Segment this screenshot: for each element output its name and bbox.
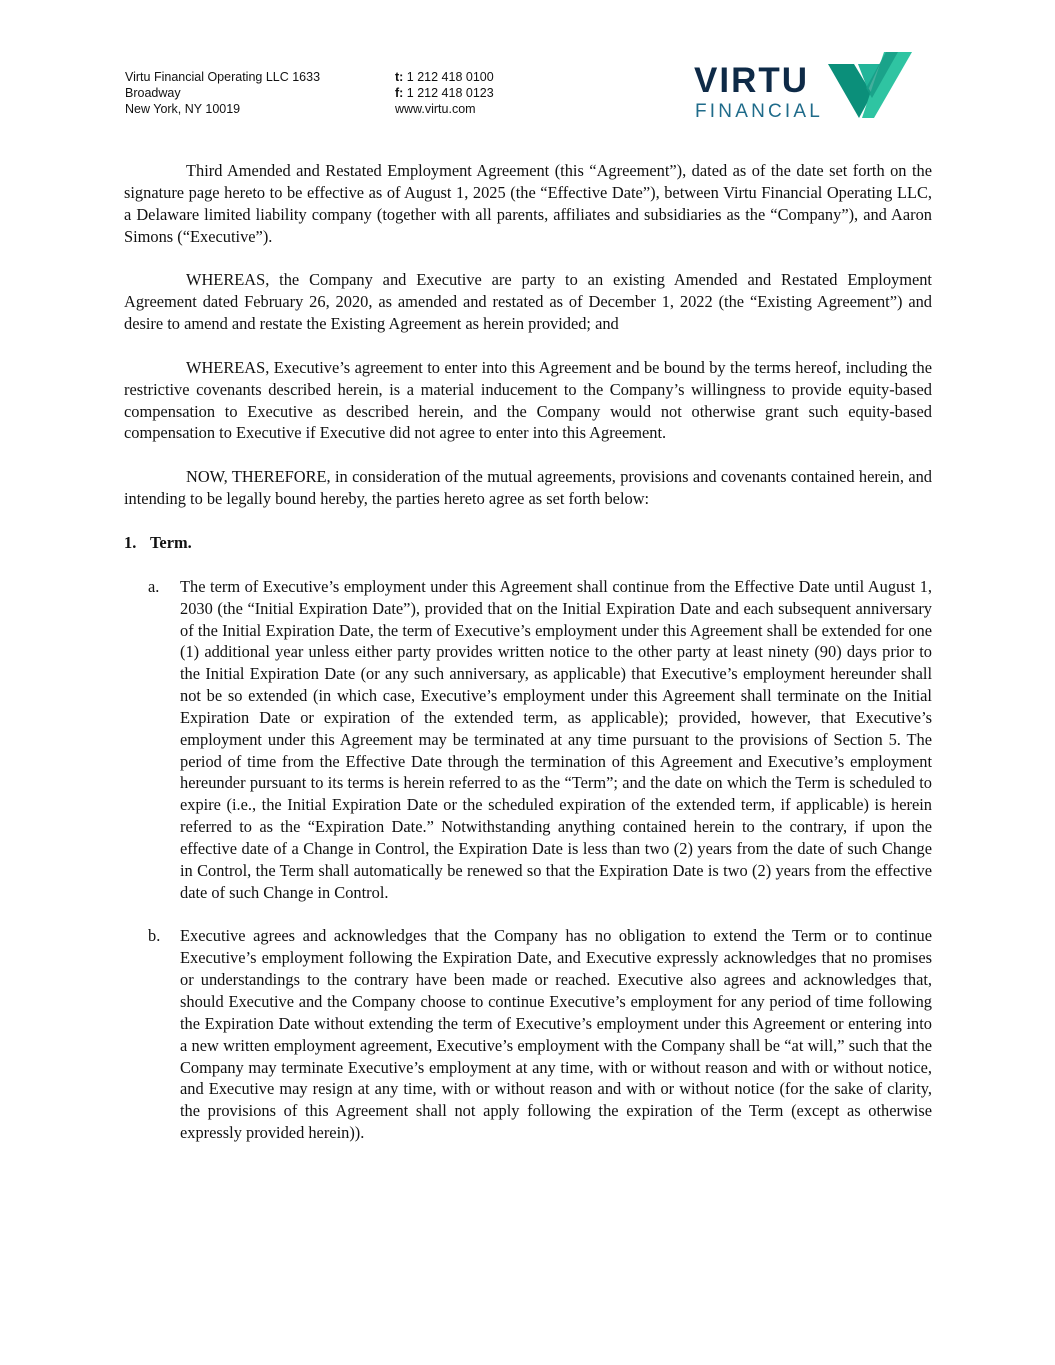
website-link[interactable]: www.virtu.com [395,102,476,116]
section-1-heading [124,532,932,554]
whereas-paragraph-1: WHEREAS, the Company and Executive are party to an existing Amended and Restated Employment Agreement dated February 26, 2020, as amended and restated as of December 1, 2022 (the “Existing Agreement”) and desire to amend and restate the Existing Agreement as herein provided; and [124,270,932,334]
whereas-paragraph-2: WHEREAS, Executive’s agreement to enter into this Agreement and be bound by the terms hereof, including the restrictive covenants described herein, is a material inducement to the Company’s willingness to provide equity-based compensation to Executive as described herein, and the Company would not otherwise grant such equity-based compensation to Executive if Executive did not agree to enter into this Agreement. [124,357,932,443]
item-text: Executive agrees and acknowledges that the Company has no obligation to extend the Term or to continue Executive’s employment following the Expiration Date, and Executive expressly acknowledges that no promises or understandings to the contrary have been made or reached. Executive also agrees and acknowledges that, should Executive and the Company choose to continue Executive’s employment for any period of time following the Expiration Date without extending the term of Executive’s employment under this Agreement or entering into a new written employment agreement, Executive’s employment with the Company shall be “at will,” such that the Company may terminate Executive’s employment at any time, with or without reason and with or without notice, and Executive may resign at any time, with or without reason and with or without notice (for the sake of clarity, the provisions of this Agreement shall not apply following the expiration of the Term (except as otherwise expressly provided herein)). [180,926,932,1143]
logo-mark-icon [828,50,914,122]
item-letter: b. [148,926,161,946]
list-item [124,925,932,1143]
section-title: Term. [150,532,192,552]
logo-wordmark: VIRTU [694,61,809,100]
section-number: 1. [124,532,137,552]
logo-subtitle: FINANCIAL [695,101,824,122]
address-line-1: Virtu Financial Operating LLC 1633 [125,70,321,84]
fax-label: f: [395,86,404,100]
phone-line [395,69,555,85]
address-line-2: Broadway [125,86,181,100]
intro-paragraph: Third Amended and Restated Employment Agreement (this “Agreement”), dated as of the date set forth on the signature page hereto to be effective as of August 1, 2025 (the “Effective Date”), between Virtu Financial Operating LLC, a Delaware limited liability company (together with all parents, affiliates and subsidiaries as the “Company”), and Aaron Simons (“Executive”). [124,161,932,246]
item-letter: a. [148,576,160,596]
virtu-financial-logo [690,48,920,128]
item-text: The term of Executive’s employment under this Agreement shall continue from the Effective Date until August 1, 2030 (the “Initial Expiration Date”), provided that on the Initial Expiration Date and each subsequent anniversary of the Initial Expiration Date, the term of Executive’s employment under this Agreement shall be extended for one (1) additional year unless either party provides written notice to the other party at least ninety (90) days prior to the Initial Expiration Date (or any such anniversary, as applicable) that Executive’s employment hereunder shall not be so extended (in which case, Executive’s employment under this Agreement shall terminate on the Initial Expiration Date or expiration of the extended term, as applicable); provided, however, that Executive’s employment under this Agreement may be terminated at any time pursuant to the provisions of Section 5. The period of time from the Effective Date through the termination of this Agreement and Executive’s employment hereunder pursuant to its terms is herein referred to as the “Term”; and the date on which the Term is scheduled to expire (i.e., the Initial Expiration Date or the scheduled expiration of the extended term, if applicable) is herein referred to as the “Expiration Date.” Notwithstanding anything contained herein to the contrary, if upon the effective date of a Change in Control, the Expiration Date is less than two (2) years from the date of such Change in Control, the Term shall automatically be renewed so that the Expiration Date is two (2) years from the effective date of such Change in Control. [180,576,932,902]
now-therefore-paragraph: NOW, THEREFORE, in consideration of the mutual agreements, provisions and covenants contained herein, and intending to be legally bound hereby, the parties hereto agree as set forth below: [124,467,932,509]
fax-line [395,85,555,101]
address-line-3: New York, NY 10019 [125,102,241,116]
company-address [125,69,365,117]
phone-number: 1 212 418 0100 [403,70,494,84]
fax-number: 1 212 418 0123 [403,86,494,100]
company-contact [395,69,555,117]
phone-label: t: [395,70,404,84]
agreement-body [124,160,932,1166]
list-item [124,576,932,904]
